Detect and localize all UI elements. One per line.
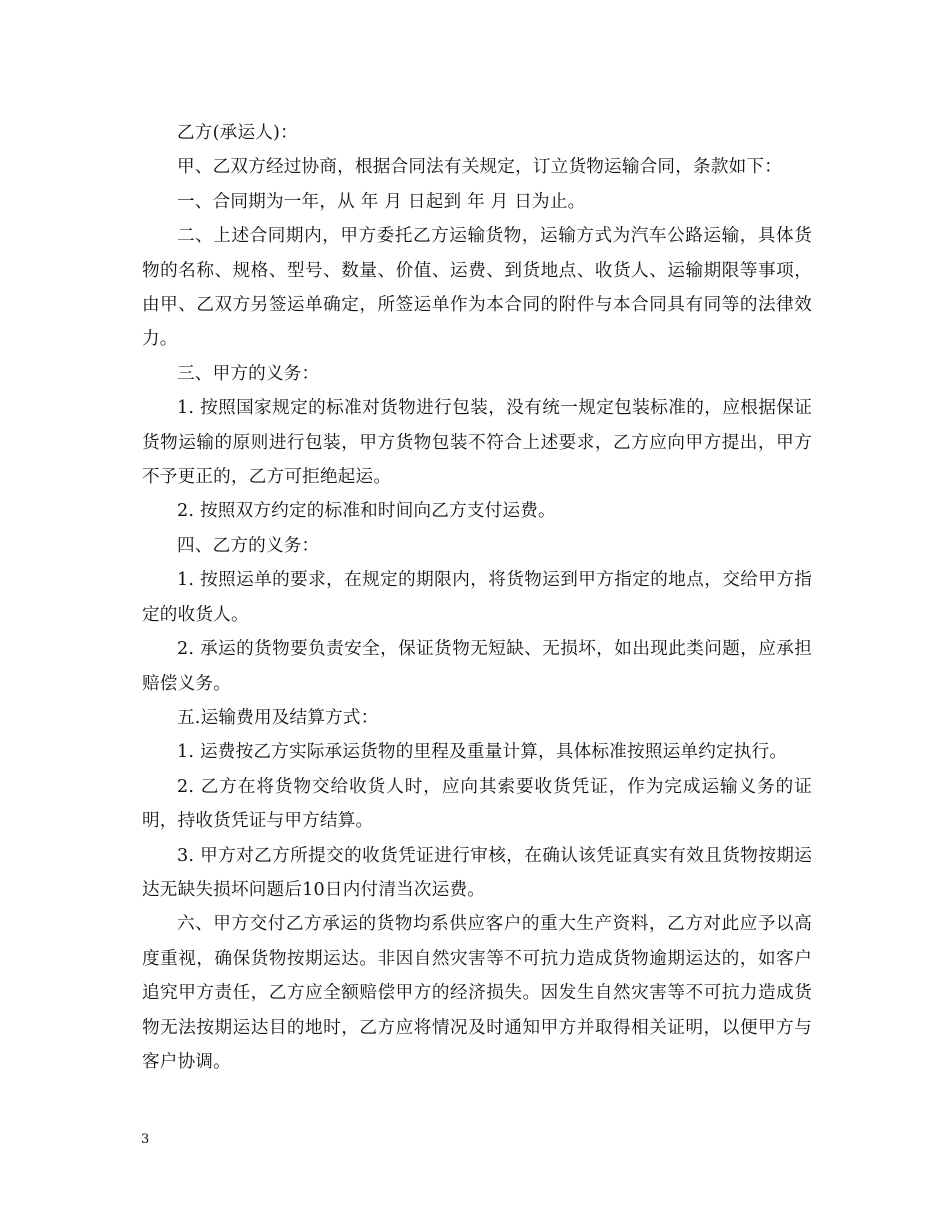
page-number: 3 [141, 1132, 150, 1147]
document-body [142, 116, 812, 1079]
clause-3-item-2: 2. 按照双方约定的标准和时间向乙方支付运费。 [177, 501, 556, 522]
clause-2-transport-method: 二、上述合同期内，甲方委托乙方运输货物，运输方式为汽车公路运输，具体货物的名称、规格、型号、数量、价值、运费、到货地点、收货人、运输期限等事项，由甲、乙双方另签运单确定，所签运单作为本合同的附件与本合同具有同等的法律效力。 [142, 226, 812, 350]
clause-6-important-goods: 六、甲方交付乙方承运的货物均系供应客户的重大生产资料，乙方对此应予以高度重视，确保货物按期运达。非因自然灾害等不可抗力造成货物逾期运达的，如客户追究甲方责任，乙方应全额赔偿甲方的经济损失。因发生自然灾害等不可抗力造成货物无法按期运达目的地时，乙方应将情况及时通知甲方并取得相关证明，以便甲方与客户协调。 [142, 914, 812, 1072]
clause-4-heading-party-b-obligations: 四、乙方的义务： [177, 535, 320, 556]
party-b-carrier-line: 乙方(承运人)： [177, 123, 298, 143]
clause-3-item-1: 1. 按照国家规定的标准对货物进行包装，没有统一规定包装标准的，应根据保证货物运输的原则进行包装，甲方货物包装不符合上述要求，乙方应向甲方提出，甲方不予更正的，乙方可拒绝起运。 [142, 398, 812, 488]
clause-1-contract-term: 一、合同期为一年，从 年 月 日起到 年 月 日为止。 [177, 191, 586, 212]
clause-4-item-2: 2. 承运的货物要负责安全，保证货物无短缺、无损坏，如出现此类问题，应承担赔偿义务。 [142, 639, 812, 694]
clause-3-heading-party-a-obligations: 三、甲方的义务： [177, 363, 320, 384]
clause-5-heading-fees-settlement: 五.运输费用及结算方式： [177, 707, 379, 728]
clause-4-item-1: 1. 按照运单的要求，在规定的期限内，将货物运到甲方指定的地点，交给甲方指定的收货人。 [142, 570, 812, 625]
clause-5-item-1: 1. 运费按乙方实际承运货物的里程及重量计算，具体标准按照运单约定执行。 [177, 742, 788, 763]
clause-5-item-2: 2. 乙方在将货物交给收货人时，应向其索要收货凭证，作为完成运输义务的证明，持收货凭证与甲方结算。 [142, 776, 812, 832]
contract-intro-paragraph: 甲、乙双方经过协商，根据合同法有关规定，订立货物运输合同，条款如下： [177, 157, 782, 178]
clause-5-item-3: 3. 甲方对乙方所提交的收货凭证进行审核，在确认该凭证真实有效且货物按期运达无缺失损坏问题后10日内付清当次运费。 [142, 845, 812, 900]
